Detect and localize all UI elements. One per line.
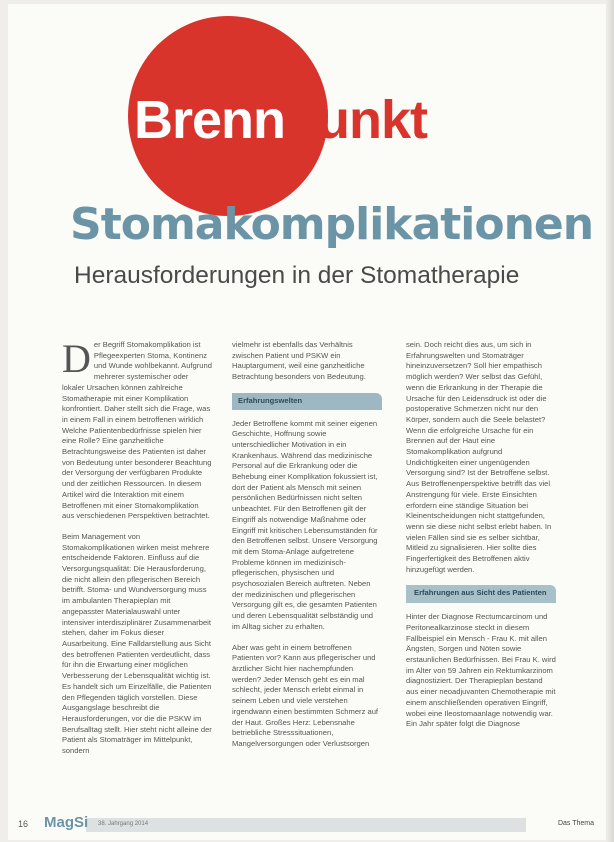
- drop-cap: D: [62, 336, 91, 381]
- section-label: Das Thema: [557, 820, 594, 827]
- article-title: Stomakomplikationen: [70, 199, 594, 250]
- page-number: 16: [18, 819, 29, 829]
- magazine-name: MagSi: [44, 814, 89, 831]
- section-logo-part1: Brenn: [134, 90, 286, 150]
- text-column-2: [232, 340, 382, 760]
- section-logo: [134, 90, 427, 150]
- body-paragraph: sein. Doch reicht dies aus, um sich in Erfahrungswelten und Stomaträger hineinzuversetzen? Soll hier empathisch möglich werden? Wer selbst das Gefühl, wenn die Erkrankung in der Therapie die Ursache für den Leidensdruck ist oder die postoperative Schmerzen nicht nur den Körper, sondern auch die Seele belastet? Wenn die erfolgreiche Ursache für ein Brennen auf der Haut eine Stomakomplikation aufgrund Undichtigkeiten einer ungenügenden Versorgung sind? Ist der Betroffene selbst. Aus Betroffenenperspektive betrifft das viel Anstrengung für viele. Erste Einsichten erfordern eine ständige Situation bei Kleinentscheidungen nicht stattgefunden, wenn sie diese nicht selbst erlebt haben. In vielen Fällen sind sie es selber sichtbar, Mitleid zu signalisieren. Hier sollte dies Fingerfertigkeit des Betroffenen aktiv hinzugefügt werden.: [406, 340, 552, 574]
- text-column-1: [62, 336, 212, 767]
- page-footer: [8, 810, 606, 840]
- body-paragraph: Jeder Betroffene kommt mit seiner eigenen Geschichte, Hoffnung sowie unterschiedlicher Motivation in ein Krankenhaus. Während das medizinische Personal auf die Erkrankung oder die Behebung einer Komplikation fokussiert ist, dort der Patient als Mensch mit seinen persönlichen Bedürfnissen nicht selten unbeachtet. Für den Betroffenen gilt der Eingriff als notwendige Maßnahme oder Eingriff mit kritischen Lebensumständen für den Betroffenen selbst. Unsere Versorgung mit dem Stoma-Anlage aufgetretene Probleme können im medizinisch-pflegerischen, physischen und psychosozialen Bereich auftreten. Neben der medizinischen und pflegerischen Versorgung gilt es, die gesamten Patienten und deren Lebensqualität selbständig und im Alltag sicher zu erhalten.: [232, 418, 378, 631]
- issue-label: 38. Jahrgang 2014: [98, 821, 149, 827]
- intro-text: er Begriff Stomakomplikation ist Pflegeexperten Stoma, Kontinenz und Wunde wohlbekannt. Aufgrund mehrerer systemischer oder lokaler Ursachen können zahlreiche Stomatherapie mit einer Komplikation konfrontiert. Daher stellt sich die Frage, was in einem Fall in einem betroffenen wirklich Welche Patientenbedürfnisse spielen hier eine Rolle? Eine ganzheitliche Betrachtungsweise des Patienten ist daher von Bedeutung unter besonderer Beachtung der Versorgung der verfügbaren Produkte und der zeitlichen Ressourcen. In diesem Artikel wird die Interaktion mit einem Betroffenen mit einer Stomakomplikation aus verschiedenen Perspektiven betrachtet.: [62, 340, 212, 521]
- scan-edge-shadow: [606, 0, 614, 842]
- body-paragraph: Aber was geht in einem betroffenen Patienten vor? Kann aus pflegerischer und ärztlicher Sicht hier nachempfunden werden? Jeder Mensch geht es ein mal schlecht, jeder Mensch erlebt einmal in seinem Leben und viele verstehen irgendwann einen bestimmten Schmerz auf der Haut. Großes Herz: Lebensnahe betriebliche Stresssituationen, Mangelversorgungen oder Verlustsorgen: [232, 642, 379, 748]
- magazine-page: [8, 4, 606, 840]
- intro-paragraph: [62, 336, 212, 522]
- body-paragraph: vielmehr ist ebenfalls das Verhältnis zwischen Patient und PSKW ein Hauptargument, weil eine ganzheitliche Betrachtung besonders von Bedeutung.: [232, 340, 366, 382]
- section-heading: Erfahrungswelten: [232, 393, 382, 410]
- article-subtitle: Herausforderungen in der Stomatherapie: [74, 262, 520, 289]
- body-paragraph: Hinter der Diagnose Rectumcarcinom und Peritonealkarzinose steckt in diesem Fallbeispiel ein Mensch - Frau K. mit allen Ängsten, Sorgen und Nöten sowie erstaunlichen Bedürfnissen. Bei Frau K. wird im Alter von 59 Jahren ein Rektumkarzinom diagnostiziert. Der Therapieplan bestand aus einer neoadjuvanten Chemotherapie mit einem anschließenden operativen Eingriff, wobei eine Ileostomaanlage notwendig war. Ein Jahr später folgt die Diagnose: [406, 612, 556, 729]
- body-paragraph: Beim Management von Stomakomplikationen wirken meist mehrere entscheidende Faktoren. Einfluss auf die Versorgungsqualität: Die Herausforderung, die nicht allein den pflegerischen Bereich betrifft. Stoma- und Wundversorgung muss im ambulanten Therapieplan mit angepasster Materialauswahl unter intensiver interdisziplinärer Zusammenarbeit stehen, daher im Fokus dieser Ausarbeitung. Eine Falldarstellung aus Sicht des betroffenen Patienten verdeutlicht, dass für ihn die Erwartung einer möglichen Verbesserung der Lebensqualität wichtig ist. Es handelt sich um Einzelfälle, die Patienten den Pflegenden täglich vorstellen. Diese Ausgangslage beschreibt die Herausforderungen, vor die die PSKW im Berufsalltag stellt. Hier steht nicht alleine der Patient als Stomaträger im Mittelpunkt, sondern: [62, 531, 212, 756]
- section-heading: Erfahrungen aus Sicht des Patienten: [406, 585, 556, 603]
- footer-bar: [86, 818, 526, 832]
- section-logo-part2: punkt: [285, 90, 427, 150]
- text-column-3: [406, 340, 556, 740]
